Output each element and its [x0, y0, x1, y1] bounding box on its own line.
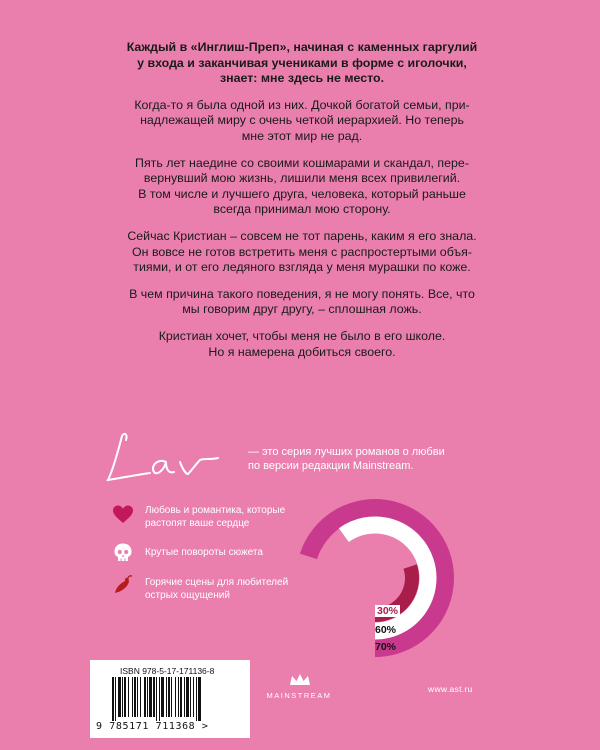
isbn-number: ISBN 978-5-17-171136-8 — [120, 666, 215, 676]
publisher-url: www.ast.ru — [428, 684, 473, 694]
barcode-bar — [196, 677, 197, 721]
crown-icon — [289, 672, 311, 688]
book-blurb — [102, 40, 502, 371]
barcode-bar — [122, 677, 123, 717]
lav-series-logo — [100, 428, 230, 488]
barcode-bar — [115, 677, 116, 721]
barcode-bar — [184, 677, 185, 717]
feature-text: Горячие сцены для любителей острых ощущений — [145, 577, 289, 601]
barcode-bar — [190, 677, 191, 717]
barcode-bar — [128, 677, 129, 717]
barcode-bar — [144, 677, 146, 717]
feature-text: Любовь и романтика, которые растопят ваше сердце — [145, 505, 286, 529]
chart-label-30: 30% — [377, 605, 399, 617]
barcode-bar — [132, 677, 133, 717]
barcode-number: 9 785171 711368 > — [96, 721, 209, 732]
barcode-bar — [159, 677, 160, 721]
heart-icon — [112, 504, 134, 526]
skull-icon — [112, 542, 134, 564]
barcode-bar — [140, 677, 141, 717]
barcode-bar — [175, 677, 176, 717]
blurb-paragraph: В чем причина такого поведения, я не могу понять. Все, что мы говорим друг другу, – сплошная ложь. — [129, 286, 475, 317]
barcode-bar — [153, 677, 155, 717]
blurb-lead-paragraph: Каждый в «Инглиш-Преп», начиная с каменных гаргулий у входа и заканчивая учениками в форме с иголочки, знает: мне здесь не место. — [126, 40, 478, 86]
blurb-paragraph: Сейчас Кристиан – совсем не тот парень, каким я его знала. Он вовсе не готов встретить меня с распростертыми объя- тиями, и от его ледяного взгляда у меня мурашки по коже. — [127, 228, 477, 275]
chili-pepper-icon — [112, 574, 134, 596]
barcode-bar — [149, 677, 152, 717]
barcode-bar — [186, 677, 189, 717]
barcode-box — [90, 660, 250, 738]
feature-text: Крутые повороты сюжета — [145, 547, 263, 558]
barcode-bar — [147, 677, 148, 717]
barcode-bar — [137, 677, 138, 717]
barcode-bar — [156, 677, 157, 721]
barcode-bar — [178, 677, 179, 717]
barcode-bar — [134, 677, 136, 717]
chart-label-70: 70% — [375, 641, 397, 653]
chart-label-60: 60% — [375, 624, 397, 636]
barcode-bar — [124, 677, 126, 717]
barcode-bar — [112, 677, 114, 721]
barcode-bar — [198, 677, 201, 721]
barcode-bar — [166, 677, 167, 717]
publisher-name: MAINSTREAM — [266, 691, 332, 700]
barcode-bar — [171, 677, 172, 717]
barcode — [110, 677, 230, 721]
series-description: — это серия лучших романов о любви по версии редакции Mainstream. — [248, 446, 445, 472]
barcode-bar — [118, 677, 121, 717]
barcode-bar — [161, 677, 164, 717]
blurb-paragraph: Кристиан хочет, чтобы меня не было в его школе. Но я намерена добиться своего. — [158, 328, 446, 359]
barcode-bar — [180, 677, 182, 717]
barcode-bar — [168, 677, 170, 717]
barcode-bar — [193, 677, 194, 717]
blurb-paragraph: Когда-то я была одной из них. Дочкой богатой семьи, при- надлежащей миру с очень четкой иерархией. Но теперь мне этот мир не рад. — [134, 97, 470, 143]
blurb-paragraph: Пять лет наедине со своими кошмарами и скандал, пере- вернувший мою жизнь, лишили меня всех привилегий. В том числе и лучшего друга, человека, который раньше всегда принимал мою сторону. — [135, 155, 469, 217]
